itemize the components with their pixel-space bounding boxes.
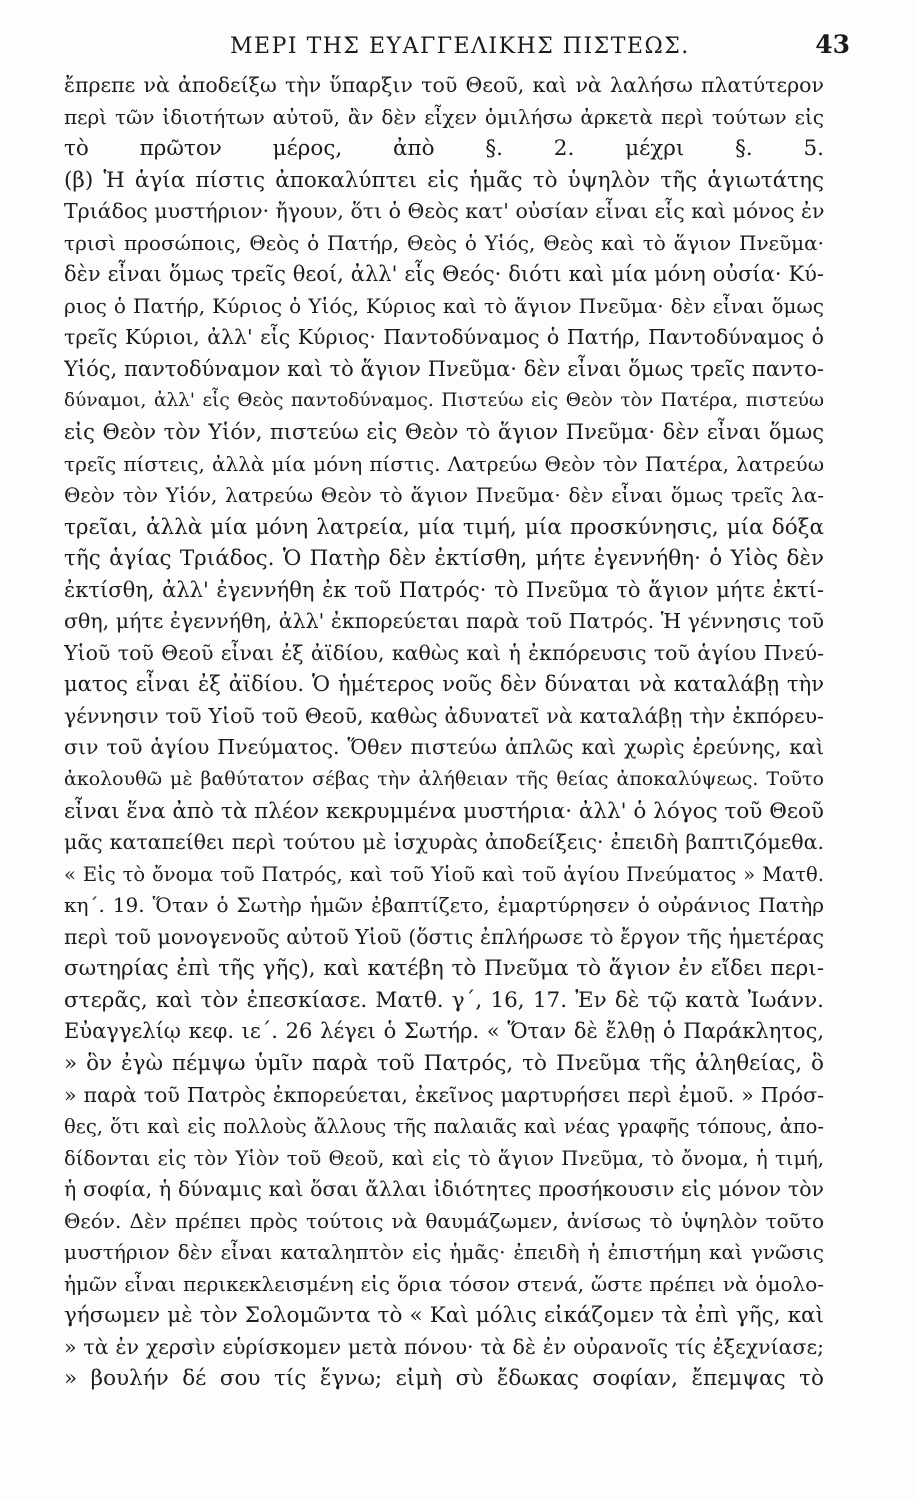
text-line: σιν τοῦ ἁγίου Πνεύματος. Ὅθεν πιστεύω ἁπλῶς καὶ χωρὶς ἐρεύνης, καὶ [64,735,824,760]
text-line: ἡμῶν εἶναι περικεκλεισμένη εἰς ὅρια τόσον στενά, ὥστε πρέπει νὰ ὁμολο- [64,1271,824,1296]
text-line: ἡ σοφία, ἡ δύναμις καὶ ὅσαι ἄλλαι ἰδιότητες προσήκουσιν εἰς μόνον τὸν [64,1177,824,1202]
text-line: Θεὸν τὸν Υἱόν, λατρεύω Θεὸν τὸ ἅγιον Πνεῦμα· δὲν εἶναι ὅμως τρεῖς λα- [64,483,824,508]
text-line: σθη, μήτε ἐγεννήθη, ἀλλ' ἐκπορεύεται παρὰ τοῦ Πατρός. Ἡ γέννησις τοῦ [64,609,824,634]
running-title: ΜΕΡΙ ΤΗΣ ΕΥΑΓΓΕΛΙΚΗΣ ΠΙΣΤΕΩΣ. [230,34,690,59]
text-line: δὲν εἶναι ὅμως τρεῖς θεοί, ἀλλ' εἷς Θεός· διότι καὶ μία μόνη οὐσία· Κύ- [64,262,824,287]
text-line: ἀκολουθῶ μὲ βαθύτατον σέβας τὴν ἀλήθειαν τῆς θείας ἀποκαλύψεως. Τοῦτο [64,768,824,791]
page-number: 43 [815,30,850,59]
text-line: κη΄. 19. Ὅταν ὁ Σωτὴρ ἡμῶν ἐβαπτίζετο, ἐμαρτύρησεν ὁ οὐράνιος Πατὴρ [64,893,824,918]
text-line: Θεόν. Δὲν πρέπει πρὸς τούτοις νὰ θαυμάζωμεν, ἀνίσως τὸ ὑψηλὸν τοῦτο [64,1208,824,1233]
text-line: » παρὰ τοῦ Πατρὸς ἐκπορεύεται, ἐκεῖνος μαρτυρήσει περὶ ἐμοῦ. » Πρόσ- [64,1082,824,1107]
text-line: δίδονται εἰς τὸν Υἱὸν τοῦ Θεοῦ, καὶ εἰς τὸ ἅγιον Πνεῦμα, τὸ ὄνομα, ἡ τιμή, [64,1146,824,1170]
text-line: τρεῖς Κύριοι, ἀλλ' εἷς Κύριος· Παντοδύναμος ὁ Πατήρ, Παντοδύναμος ὁ [64,325,824,350]
text-line: θες, ὅτι καὶ εἰς πολλοὺς ἄλλους τῆς παλαιᾶς καὶ νέας γραφῆς τόπους, ἀπο- [64,1115,824,1139]
text-line: ριος ὁ Πατήρ, Κύριος ὁ Υἱός, Κύριος καὶ τὸ ἅγιον Πνεῦμα· δὲν εἶναι ὅμως [64,293,824,318]
text-line: στερᾶς, καὶ τὸν ἐπεσκίασε. Ματθ. γ΄, 16, 17. Ἐν δὲ τῷ κατὰ Ἰωάνν. [64,987,824,1013]
text-line: Υἱός, παντοδύναμον καὶ τὸ ἅγιον Πνεῦμα· δὲν εἶναι ὅμως τρεῖς παντο- [64,356,824,381]
text-line: (β) Ἡ ἁγία πίστις ἀποκαλύπτει εἰς ἡμᾶς τὸ ὑψηλὸν τῆς ἁγιωτάτης [64,167,824,193]
text-line: μυστήριον δὲν εἶναι καταληπτὸν εἰς ἡμᾶς· ἐπειδὴ ἡ ἐπιστήμη καὶ γνῶσις [64,1240,824,1265]
text-line: Υἱοῦ τοῦ Θεοῦ εἶναι ἐξ ἀϊδίου, καθὼς καὶ ἡ ἐκπόρευσις τοῦ ἁγίου Πνεύ- [64,640,824,665]
text-line: γήσωμεν μὲ τὸν Σολομῶντα τὸ « Καὶ μόλις εἰκάζομεν τὰ ἐπὶ γῆς, καὶ [64,1303,824,1329]
text-line: σωτηρίας ἐπὶ τῆς γῆς), καὶ κατέβη τὸ Πνεῦμα τὸ ἅγιον ἐν εἴδει περι- [64,956,824,982]
text-line: » τὰ ἐν χερσὶν εὑρίσκομεν μετὰ πόνου· τὰ δὲ ἐν οὐρανοῖς τίς ἐξεχνίασε; [64,1334,824,1359]
text-line: τρεῖς πίστεις, ἀλλὰ μία μόνη πίστις. Λατρεύω Θεὸν τὸν Πατέρα, λατρεύω [64,451,824,476]
text-line: περὶ τῶν ἰδιοτήτων αὐτοῦ, ἂν δὲν εἶχεν ὁμιλήσω ἀρκετὰ περὶ τούτων εἰς [64,104,824,129]
text-line: περὶ τοῦ μονογενοῦς αὐτοῦ Υἱοῦ (ὅστις ἐπλήρωσε τὸ ἔργον τῆς ἡμετέρας [64,924,824,949]
text-line: δύναμοι, ἀλλ' εἷς Θεὸς παντοδύναμος. Πιστεύω εἰς Θεὸν τὸν Πατέρα, πιστεύω [64,390,824,412]
text-line: ἔπρεπε νὰ ἀποδείξω τὴν ὕπαρξιν τοῦ Θεοῦ, καὶ νὰ λαλήσω πλατύτερον [64,73,824,97]
text-line: Εὐαγγελίῳ κεφ. ιε΄. 26 λέγει ὁ Σωτήρ. « Ὅταν δὲ ἔλθῃ ὁ Παράκλητος, [64,1019,824,1044]
text-line: ἐκτίσθη, ἀλλ' ἐγεννήθη ἐκ τοῦ Πατρός· τὸ Πνεῦμα τὸ ἅγιον μήτε ἐκτί- [64,577,824,602]
running-header [60,30,850,66]
body-text [64,70,824,1395]
text-line: γέννησιν τοῦ Υἱοῦ τοῦ Θεοῦ, καθὼς ἀδυνατεῖ νὰ καταλάβῃ τὴν ἐκπόρευ- [64,703,824,728]
text-line: τρισὶ προσώποις, Θεὸς ὁ Πατήρ, Θεὸς ὁ Υἱός, Θεὸς καὶ τὸ ἅγιον Πνεῦμα· [64,230,824,255]
text-line: τὸ πρῶτον μέρος, ἀπὸ §. 2. μέχρι §. 5. [64,136,824,162]
text-line: » βουλήν δέ σου τίς ἔγνω; εἰμὴ σὺ ἔδωκας σοφίαν, ἔπεμψας τὸ [64,1366,824,1392]
text-line: » ὃν ἐγὼ πέμψω ὑμῖν παρὰ τοῦ Πατρός, τὸ Πνεῦμα τῆς ἀληθείας, ὃ [64,1050,824,1076]
text-line: τῆς ἁγίας Τριάδος. Ὁ Πατὴρ δὲν ἐκτίσθη, μήτε ἐγεννήθη· ὁ Υἱὸς δὲν [64,546,824,572]
text-line: μᾶς καταπείθει περὶ τούτου μὲ ἰσχυρὰς ἀποδείξεις· ἐπειδὴ βαπτιζόμεθα. [64,830,824,855]
text-line: τρεῖαι, ἀλλὰ μία μόνη λατρεία, μία τιμή, μία προσκύνησις, μία δόξα [64,514,824,540]
text-line: « Εἰς τὸ ὄνομα τοῦ Πατρός, καὶ τοῦ Υἱοῦ καὶ τοῦ ἁγίου Πνεύματος » Ματθ. [64,862,824,886]
text-line: Τριάδος μυστήριον· ἤγουν, ὅτι ὁ Θεὸς κατ' οὐσίαν εἶναι εἷς καὶ μόνος ἐν [64,199,824,224]
text-line: ματος εἶναι ἐξ ἀϊδίου. Ὁ ἡμέτερος νοῦς δὲν δύναται νὰ καταλάβῃ τὴν [64,672,824,697]
text-line: εἶναι ἕνα ἀπὸ τὰ πλέον κεκρυμμένα μυστήρια· ἀλλ' ὁ λόγος τοῦ Θεοῦ [64,798,824,824]
text-line: εἰς Θεὸν τὸν Υἱόν, πιστεύω εἰς Θεὸν τὸ ἅγιον Πνεῦμα· δὲν εἶναι ὅμως [64,420,824,445]
